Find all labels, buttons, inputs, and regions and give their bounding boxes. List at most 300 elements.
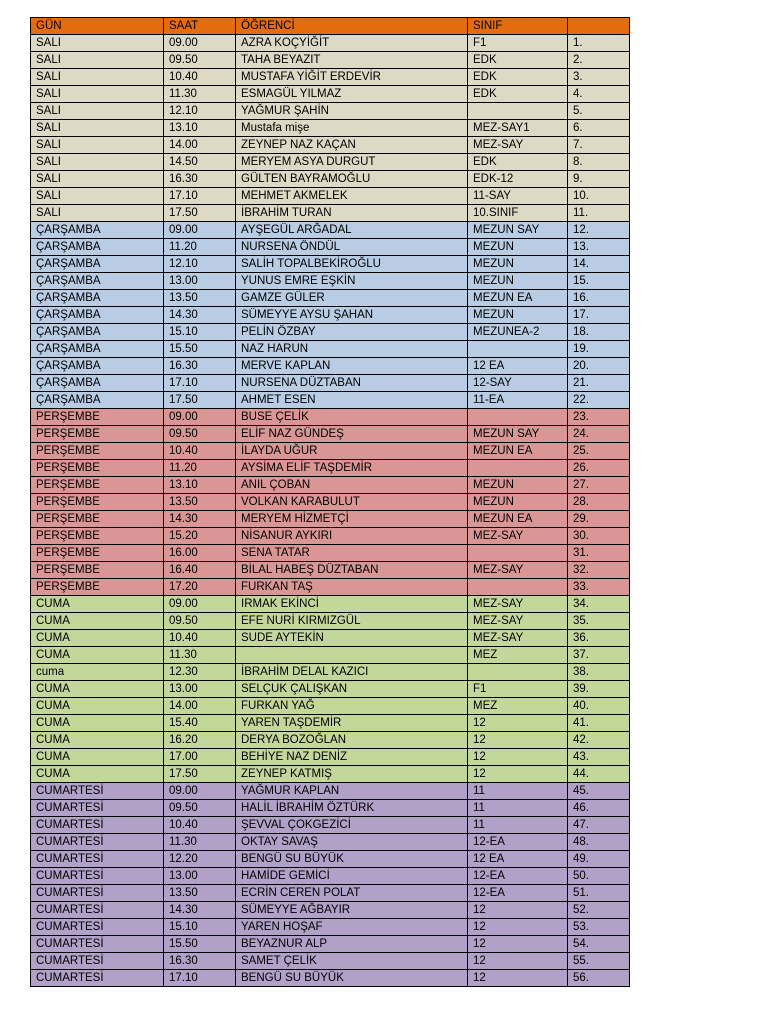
row-number-cell: 16. — [568, 290, 630, 307]
student-cell: PELİN ÖZBAY — [236, 324, 468, 341]
row-number-cell: 31. — [568, 545, 630, 562]
student-cell: Mustafa mişe — [236, 120, 468, 137]
time-cell: 17.10 — [164, 375, 236, 392]
class-cell: MEZ-SAY — [468, 596, 568, 613]
class-cell: MEZUN EA — [468, 443, 568, 460]
student-cell: AYŞEGÜL ARĞADAL — [236, 222, 468, 239]
table-row — [31, 579, 630, 596]
time-cell: 15.10 — [164, 919, 236, 936]
class-cell: 12 — [468, 936, 568, 953]
time-cell: 15.10 — [164, 324, 236, 341]
time-cell: 16.30 — [164, 171, 236, 188]
time-cell: 15.20 — [164, 528, 236, 545]
table-row — [31, 613, 630, 630]
class-cell: 12 — [468, 902, 568, 919]
day-cell: PERŞEMBE — [31, 426, 164, 443]
day-cell: CUMARTESİ — [31, 834, 164, 851]
row-number-cell: 18. — [568, 324, 630, 341]
table-row — [31, 562, 630, 579]
day-cell: CUMARTESİ — [31, 970, 164, 987]
row-number-cell: 32. — [568, 562, 630, 579]
day-cell: CUMA — [31, 749, 164, 766]
time-cell: 17.50 — [164, 766, 236, 783]
table-row — [31, 358, 630, 375]
row-number-cell: 4. — [568, 86, 630, 103]
row-number-cell: 45. — [568, 783, 630, 800]
table-row — [31, 86, 630, 103]
day-cell: CUMARTESİ — [31, 919, 164, 936]
student-cell: ZEYNEP NAZ KAÇAN — [236, 137, 468, 154]
student-cell: FURKAN TAŞ — [236, 579, 468, 596]
student-cell: NURSENA ÖNDÜL — [236, 239, 468, 256]
class-cell: EDK — [468, 52, 568, 69]
time-cell: 09.50 — [164, 800, 236, 817]
table-row — [31, 681, 630, 698]
row-number-cell: 15. — [568, 273, 630, 290]
schedule-table — [30, 17, 630, 987]
day-cell: ÇARŞAMBA — [31, 375, 164, 392]
row-number-cell: 7. — [568, 137, 630, 154]
time-cell: 17.20 — [164, 579, 236, 596]
time-cell: 14.30 — [164, 511, 236, 528]
day-cell: CUMARTESİ — [31, 800, 164, 817]
table-row — [31, 120, 630, 137]
row-number-cell: 23. — [568, 409, 630, 426]
student-cell: NİSANUR AYKIRI — [236, 528, 468, 545]
row-number-cell: 21. — [568, 375, 630, 392]
day-cell: SALI — [31, 69, 164, 86]
student-cell: GÜLTEN BAYRAMOĞLU — [236, 171, 468, 188]
day-cell: PERŞEMBE — [31, 528, 164, 545]
day-cell: SALI — [31, 120, 164, 137]
row-number-cell: 48. — [568, 834, 630, 851]
table-row — [31, 375, 630, 392]
header-saat: SAAT — [164, 18, 236, 35]
header-row — [31, 18, 630, 35]
class-cell — [468, 341, 568, 358]
table-row — [31, 52, 630, 69]
row-number-cell: 54. — [568, 936, 630, 953]
time-cell: 13.00 — [164, 681, 236, 698]
time-cell: 09.00 — [164, 596, 236, 613]
day-cell: CUMARTESİ — [31, 783, 164, 800]
table-row — [31, 698, 630, 715]
table-row — [31, 545, 630, 562]
time-cell: 13.50 — [164, 885, 236, 902]
student-cell: VOLKAN KARABULUT — [236, 494, 468, 511]
class-cell: MEZ-SAY — [468, 137, 568, 154]
table-row — [31, 409, 630, 426]
class-cell: MEZ — [468, 647, 568, 664]
time-cell: 10.40 — [164, 630, 236, 647]
row-number-cell: 50. — [568, 868, 630, 885]
day-cell: SALI — [31, 137, 164, 154]
row-number-cell: 47. — [568, 817, 630, 834]
day-cell: CUMA — [31, 630, 164, 647]
time-cell: 09.00 — [164, 409, 236, 426]
student-cell: AHMET ESEN — [236, 392, 468, 409]
time-cell: 16.20 — [164, 732, 236, 749]
class-cell: 12 — [468, 715, 568, 732]
class-cell: MEZ-SAY — [468, 613, 568, 630]
day-cell: CUMA — [31, 715, 164, 732]
student-cell: GAMZE GÜLER — [236, 290, 468, 307]
row-number-cell: 29. — [568, 511, 630, 528]
row-number-cell: 46. — [568, 800, 630, 817]
time-cell: 10.40 — [164, 817, 236, 834]
table-row — [31, 154, 630, 171]
table-row — [31, 630, 630, 647]
header-no — [568, 18, 630, 35]
day-cell: PERŞEMBE — [31, 545, 164, 562]
day-cell: ÇARŞAMBA — [31, 222, 164, 239]
day-cell: CUMA — [31, 596, 164, 613]
time-cell: 13.10 — [164, 477, 236, 494]
student-cell: ECRİN CEREN POLAT — [236, 885, 468, 902]
class-cell: 11 — [468, 783, 568, 800]
time-cell: 15.50 — [164, 936, 236, 953]
student-cell: OKTAY SAVAŞ — [236, 834, 468, 851]
time-cell: 10.40 — [164, 443, 236, 460]
schedule-body — [31, 35, 630, 987]
student-cell: İBRAHİM DELAL KAZICI — [236, 664, 468, 681]
row-number-cell: 10. — [568, 188, 630, 205]
class-cell: MEZUN SAY — [468, 222, 568, 239]
time-cell: 13.10 — [164, 120, 236, 137]
time-cell: 17.10 — [164, 970, 236, 987]
time-cell: 14.30 — [164, 902, 236, 919]
row-number-cell: 51. — [568, 885, 630, 902]
student-cell: FURKAN YAĞ — [236, 698, 468, 715]
time-cell: 09.50 — [164, 426, 236, 443]
class-cell: EDK-12 — [468, 171, 568, 188]
student-cell: MERYEM ASYA DURGUT — [236, 154, 468, 171]
day-cell: ÇARŞAMBA — [31, 324, 164, 341]
time-cell: 11.20 — [164, 460, 236, 477]
day-cell: SALI — [31, 86, 164, 103]
class-cell — [468, 664, 568, 681]
table-row — [31, 936, 630, 953]
row-number-cell: 55. — [568, 953, 630, 970]
table-row — [31, 766, 630, 783]
class-cell: MEZ — [468, 698, 568, 715]
table-row — [31, 596, 630, 613]
day-cell: ÇARŞAMBA — [31, 290, 164, 307]
student-cell: BUSE ÇELİK — [236, 409, 468, 426]
class-cell: MEZUN — [468, 239, 568, 256]
day-cell: PERŞEMBE — [31, 562, 164, 579]
time-cell: 17.50 — [164, 392, 236, 409]
day-cell: ÇARŞAMBA — [31, 341, 164, 358]
time-cell: 16.30 — [164, 953, 236, 970]
class-cell: EDK — [468, 154, 568, 171]
table-row — [31, 664, 630, 681]
table-row — [31, 426, 630, 443]
time-cell: 14.30 — [164, 307, 236, 324]
table-row — [31, 477, 630, 494]
header-sinif: SINIF — [468, 18, 568, 35]
student-cell: BENGÜ SU BÜYÜK — [236, 970, 468, 987]
class-cell: 12-EA — [468, 834, 568, 851]
time-cell: 09.00 — [164, 35, 236, 52]
student-cell: BİLAL HABEŞ DÜZTABAN — [236, 562, 468, 579]
class-cell: EDK — [468, 69, 568, 86]
class-cell: F1 — [468, 681, 568, 698]
table-row — [31, 324, 630, 341]
row-number-cell: 14. — [568, 256, 630, 273]
student-cell: SÜMEYYE AĞBAYIR — [236, 902, 468, 919]
row-number-cell: 35. — [568, 613, 630, 630]
row-number-cell: 6. — [568, 120, 630, 137]
student-cell: SELÇUK ÇALIŞKAN — [236, 681, 468, 698]
class-cell — [468, 460, 568, 477]
table-row — [31, 205, 630, 222]
row-number-cell: 33. — [568, 579, 630, 596]
header-gun: GÜN — [31, 18, 164, 35]
student-cell: İLAYDA UĞUR — [236, 443, 468, 460]
student-cell: SENA TATAR — [236, 545, 468, 562]
student-cell: MUSTAFA YİĞİT ERDEVİR — [236, 69, 468, 86]
row-number-cell: 11. — [568, 205, 630, 222]
time-cell: 11.20 — [164, 239, 236, 256]
day-cell: CUMA — [31, 647, 164, 664]
student-cell: BEYAZNUR ALP — [236, 936, 468, 953]
class-cell: MEZUN SAY — [468, 426, 568, 443]
student-cell: MEHMET AKMELEK — [236, 188, 468, 205]
student-cell: BEHİYE NAZ DENİZ — [236, 749, 468, 766]
class-cell — [468, 103, 568, 120]
table-row — [31, 392, 630, 409]
row-number-cell: 28. — [568, 494, 630, 511]
class-cell: 12 EA — [468, 358, 568, 375]
time-cell: 11.30 — [164, 86, 236, 103]
class-cell: 12 — [468, 970, 568, 987]
table-row — [31, 749, 630, 766]
table-row — [31, 290, 630, 307]
table-row — [31, 885, 630, 902]
day-cell: PERŞEMBE — [31, 409, 164, 426]
class-cell: MEZ-SAY — [468, 562, 568, 579]
student-cell: SAMET ÇELİK — [236, 953, 468, 970]
day-cell: SALI — [31, 52, 164, 69]
table-row — [31, 902, 630, 919]
class-cell: 11 — [468, 817, 568, 834]
class-cell — [468, 545, 568, 562]
time-cell: 12.30 — [164, 664, 236, 681]
day-cell: SALI — [31, 188, 164, 205]
class-cell: F1 — [468, 35, 568, 52]
student-cell: AZRA KOÇYİĞİT — [236, 35, 468, 52]
time-cell: 16.30 — [164, 358, 236, 375]
day-cell: SALI — [31, 205, 164, 222]
class-cell: 12 — [468, 749, 568, 766]
header-ogrenci: ÖĞRENCİ — [236, 18, 468, 35]
row-number-cell: 26. — [568, 460, 630, 477]
day-cell: CUMARTESİ — [31, 851, 164, 868]
day-cell: PERŞEMBE — [31, 477, 164, 494]
day-cell: PERŞEMBE — [31, 494, 164, 511]
row-number-cell: 5. — [568, 103, 630, 120]
class-cell: MEZUN — [468, 477, 568, 494]
table-row — [31, 834, 630, 851]
day-cell: ÇARŞAMBA — [31, 358, 164, 375]
class-cell: MEZ-SAY1 — [468, 120, 568, 137]
row-number-cell: 56. — [568, 970, 630, 987]
day-cell: SALI — [31, 171, 164, 188]
table-row — [31, 868, 630, 885]
day-cell: ÇARŞAMBA — [31, 307, 164, 324]
class-cell: MEZUN — [468, 273, 568, 290]
row-number-cell: 41. — [568, 715, 630, 732]
class-cell: MEZUN EA — [468, 290, 568, 307]
day-cell: SALI — [31, 103, 164, 120]
table-row — [31, 715, 630, 732]
table-row — [31, 511, 630, 528]
student-cell: ANIL ÇOBAN — [236, 477, 468, 494]
table-row — [31, 953, 630, 970]
time-cell: 16.40 — [164, 562, 236, 579]
row-number-cell: 1. — [568, 35, 630, 52]
table-row — [31, 851, 630, 868]
row-number-cell: 20. — [568, 358, 630, 375]
student-cell: NAZ HARUN — [236, 341, 468, 358]
row-number-cell: 30. — [568, 528, 630, 545]
day-cell: SALI — [31, 35, 164, 52]
time-cell: 14.50 — [164, 154, 236, 171]
row-number-cell: 44. — [568, 766, 630, 783]
day-cell: cuma — [31, 664, 164, 681]
class-cell: 11-SAY — [468, 188, 568, 205]
student-cell: ESMAGÜL YILMAZ — [236, 86, 468, 103]
time-cell: 11.30 — [164, 834, 236, 851]
day-cell: PERŞEMBE — [31, 443, 164, 460]
row-number-cell: 53. — [568, 919, 630, 936]
day-cell: CUMA — [31, 732, 164, 749]
student-cell: HALİL İBRAHİM ÖZTÜRK — [236, 800, 468, 817]
time-cell: 09.00 — [164, 783, 236, 800]
time-cell: 13.50 — [164, 290, 236, 307]
table-row — [31, 817, 630, 834]
day-cell: ÇARŞAMBA — [31, 273, 164, 290]
row-number-cell: 8. — [568, 154, 630, 171]
student-cell: SÜMEYYE AYSU ŞAHAN — [236, 307, 468, 324]
student-cell: MERYEM HİZMETÇİ — [236, 511, 468, 528]
day-cell: PERŞEMBE — [31, 579, 164, 596]
row-number-cell: 36. — [568, 630, 630, 647]
class-cell: MEZUNEA-2 — [468, 324, 568, 341]
row-number-cell: 24. — [568, 426, 630, 443]
table-row — [31, 273, 630, 290]
row-number-cell: 40. — [568, 698, 630, 715]
table-row — [31, 919, 630, 936]
table-row — [31, 647, 630, 664]
class-cell: MEZ-SAY — [468, 630, 568, 647]
class-cell: MEZUN — [468, 494, 568, 511]
row-number-cell: 19. — [568, 341, 630, 358]
class-cell — [468, 579, 568, 596]
class-cell: 12 — [468, 919, 568, 936]
student-cell: ŞEVVAL ÇOKGEZİCİ — [236, 817, 468, 834]
student-cell: BENGÜ SU BÜYÜK — [236, 851, 468, 868]
time-cell: 16.00 — [164, 545, 236, 562]
time-cell: 12.10 — [164, 103, 236, 120]
table-row — [31, 783, 630, 800]
table-row — [31, 188, 630, 205]
student-cell: YAĞMUR ŞAHİN — [236, 103, 468, 120]
time-cell: 17.00 — [164, 749, 236, 766]
table-row — [31, 171, 630, 188]
class-cell: 11-EA — [468, 392, 568, 409]
time-cell: 14.00 — [164, 698, 236, 715]
time-cell: 17.50 — [164, 205, 236, 222]
class-cell: MEZUN — [468, 256, 568, 273]
row-number-cell: 27. — [568, 477, 630, 494]
time-cell: 13.00 — [164, 273, 236, 290]
row-number-cell: 39. — [568, 681, 630, 698]
time-cell: 10.40 — [164, 69, 236, 86]
student-cell: EFE NURİ KIRMIZGÜL — [236, 613, 468, 630]
row-number-cell: 43. — [568, 749, 630, 766]
class-cell — [468, 409, 568, 426]
time-cell: 15.50 — [164, 341, 236, 358]
row-number-cell: 42. — [568, 732, 630, 749]
table-row — [31, 341, 630, 358]
row-number-cell: 2. — [568, 52, 630, 69]
student-cell: SUDE AYTEKİN — [236, 630, 468, 647]
time-cell: 09.50 — [164, 613, 236, 630]
row-number-cell: 38. — [568, 664, 630, 681]
class-cell: MEZUN — [468, 307, 568, 324]
row-number-cell: 34. — [568, 596, 630, 613]
day-cell: CUMA — [31, 613, 164, 630]
class-cell: 10.SINIF — [468, 205, 568, 222]
time-cell: 13.50 — [164, 494, 236, 511]
student-cell: ELİF NAZ GÜNDEŞ — [236, 426, 468, 443]
day-cell: CUMARTESİ — [31, 902, 164, 919]
day-cell: CUMA — [31, 681, 164, 698]
table-row — [31, 494, 630, 511]
student-cell: MERVE KAPLAN — [236, 358, 468, 375]
student-cell: YAREN HOŞAF — [236, 919, 468, 936]
student-cell: DERYA BOZOĞLAN — [236, 732, 468, 749]
day-cell: CUMA — [31, 698, 164, 715]
student-cell: IRMAK EKİNCİ — [236, 596, 468, 613]
table-row — [31, 307, 630, 324]
student-cell: YAĞMUR KAPLAN — [236, 783, 468, 800]
time-cell: 12.20 — [164, 851, 236, 868]
student-cell: TAHA BEYAZIT — [236, 52, 468, 69]
row-number-cell: 25. — [568, 443, 630, 460]
time-cell: 14.00 — [164, 137, 236, 154]
student-cell: AYSİMA ELİF TAŞDEMİR — [236, 460, 468, 477]
day-cell: ÇARŞAMBA — [31, 256, 164, 273]
row-number-cell: 52. — [568, 902, 630, 919]
time-cell: 09.00 — [164, 222, 236, 239]
row-number-cell: 13. — [568, 239, 630, 256]
row-number-cell: 3. — [568, 69, 630, 86]
student-cell — [236, 647, 468, 664]
time-cell: 09.50 — [164, 52, 236, 69]
time-cell: 13.00 — [164, 868, 236, 885]
table-row — [31, 69, 630, 86]
table-row — [31, 528, 630, 545]
day-cell: PERŞEMBE — [31, 511, 164, 528]
student-cell: HAMİDE GEMİCİ — [236, 868, 468, 885]
class-cell: MEZ-SAY — [468, 528, 568, 545]
table-row — [31, 239, 630, 256]
day-cell: SALI — [31, 154, 164, 171]
class-cell: 12-SAY — [468, 375, 568, 392]
